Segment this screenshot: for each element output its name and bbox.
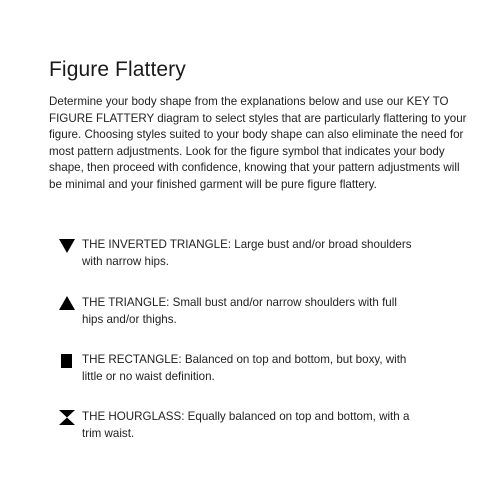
shape-description: [82, 294, 412, 328]
page-title: Figure Flattery: [49, 58, 186, 81]
shape-name: THE INVERTED TRIANGLE:: [82, 238, 232, 251]
inverted-triangle-icon: [58, 236, 82, 254]
shape-name: THE RECTANGLE:: [82, 353, 182, 366]
triangle-icon: [58, 294, 82, 312]
shape-detail: Small bust and/or narrow shoulders with full hips and/or thighs.: [82, 296, 397, 326]
shape-description: [82, 236, 412, 270]
shape-name: THE TRIANGLE:: [82, 296, 170, 309]
shape-detail: Balanced on top and bottom, but boxy, with little or no waist definition.: [82, 353, 407, 383]
shape-description: [82, 408, 412, 442]
rectangle-icon: [58, 351, 82, 369]
shape-name: THE HOURGLASS:: [82, 410, 185, 423]
shape-detail: Equally balanced on top and bottom, with a trim waist.: [82, 410, 410, 440]
hourglass-icon: [58, 408, 82, 426]
shape-detail: Large bust and/or broad shoulders with narrow hips.: [82, 238, 412, 268]
shape-item-hourglass: [58, 408, 478, 442]
shape-item-triangle: [58, 294, 478, 328]
shape-description: [82, 351, 412, 385]
intro-paragraph: Determine your body shape from the explanations below and use our KEY TO FIGURE FLATTERY diagram to select styles that are particularly flattering to your figure. Choosing styles suited to your body shape can also eliminate the need for most pattern adjustments. Look for the figure symbol that indicates your body shape, then proceed with confidence, knowing that your pattern adjustments will be minimal and your finished garment will be pure figure flattery.: [49, 95, 467, 191]
shape-item-rectangle: [58, 351, 478, 385]
shape-item-inverted-triangle: [58, 236, 478, 270]
